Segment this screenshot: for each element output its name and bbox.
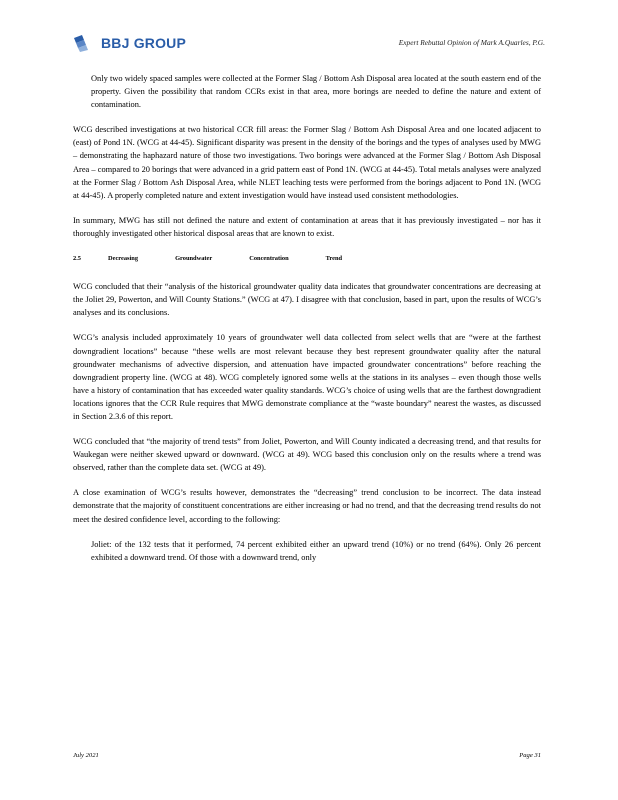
bullet-former-slag [73, 72, 541, 111]
page-number: Page 31 [519, 752, 541, 759]
bullet-text: Joliet: of the 132 tests that it performed, 74 percent exhibited either an upward trend (10%) or no trend (64%). Only 26 percent exhibited a downward trend. Of those with a downward trend, only [91, 539, 541, 562]
section-heading-2-5 [73, 252, 541, 265]
logo-text: BBJ GROUP [101, 35, 187, 51]
section-title-word: Decreasing [108, 255, 139, 263]
paragraph-summary: In summary, MWG has still not defined the nature and extent of contamination at areas that it has previously investigated – nor has it thoroughly investigated other historical disposal areas that are known to exist. [73, 215, 541, 238]
bbj-logo-icon [73, 34, 95, 52]
section-title-word: Concentration [249, 255, 289, 263]
paragraph-ccr-fill-areas: WCG described investigations at two historical CCR fill areas: the Former Slag / Bottom Ash Disposal Area and one located adjacent to (east) of Pond 1N. (WCG at 44-45). Significant disparity was present in the density of the borings and the types of analyses used by MWG – demonstrating the haphazard nature of those two investigations. Two borings were advanced at the Former Slag / Bottom Ash Disposal Area – compared to 20 borings that were advanced in a grid pattern east of Pond 1N. (WCG at 44-45). Total metals analyses were analyzed at the Former Slag / Bottom Ash Disposal Area, while NLET leaching tests were performed from the borings adjacent to Pond 1N. (WCG at 44-45). A properly completed nature and extent investigation would have instead used consistent methodologies. [73, 125, 541, 200]
paragraph-wcg-conclusion: WCG concluded that their “analysis of the historical groundwater quality data indicates that groundwater concentrations are decreasing at the Joliet 29, Powerton, and Will County Stations.” (WCG at 47). I disagree with that conclusion, based in part, upon the results of WCG’s analyses and its conclusions. [73, 282, 541, 318]
report-header-title: Expert Rebuttal Opinion of Mark A.Quarles, P.G. [398, 38, 545, 47]
bullet-joliet [73, 538, 541, 564]
page-content [73, 72, 541, 576]
section-title-word: Groundwater [175, 255, 213, 263]
section-number: 2.5 [73, 255, 81, 263]
bullet-marker [73, 72, 91, 111]
footer-date: July 2021 [73, 752, 99, 759]
paragraph-wcg-analysis: WCG’s analysis included approximately 10 years of groundwater well data collected from select wells that are “were at the farthest downgradient locations” because “these wells are most relevant because they best represent groundwater quality after the natural groundwater mechanisms of advective dispersion, and attenuation have impacted groundwater concentrations” before reaching the downgradient property line. (WCG at 48). WCG completely ignored some wells at the stations in its analyses – even though those wells have a history of contamination that has exceeded water quality standards. WCG’s choice of using wells that are the farthest downgradient locations ignores that the CCR Rule requires that MWG demonstrate compliance at the “waste boundary” nearest the wastes, as discussed in Section 2.3.6 of this report. [73, 333, 541, 421]
bbj-group-logo [73, 34, 186, 52]
paragraph-trend-tests: WCG concluded that “the majority of trend tests” from Joliet, Powerton, and Will County indicated a decreasing trend, and that results for Waukegan were neither skewed upward or downward. (WCG at 49). WCG based this conclusion only on the results where a trend was observed, rather than the complete data set. (WCG at 49). [73, 437, 541, 473]
bullet-marker [73, 538, 91, 564]
section-title-word: Trend [325, 255, 343, 263]
paragraph-close-examination: A close examination of WCG’s results however, demonstrates the “decreasing” trend conclusion to be incorrect. The data instead demonstrate that the majority of constituent concentrations are either increasing or had no trend, and that the decreasing trend results do not meet the desired confidence level, according to the following: [73, 488, 541, 524]
bullet-text: Only two widely spaced samples were collected at the Former Slag / Bottom Ash Disposal area located at the south eastern end of the property. Given the possibility that random CCRs exist in that area, more borings are needed to define the nature and extent of contamination. [91, 74, 541, 110]
